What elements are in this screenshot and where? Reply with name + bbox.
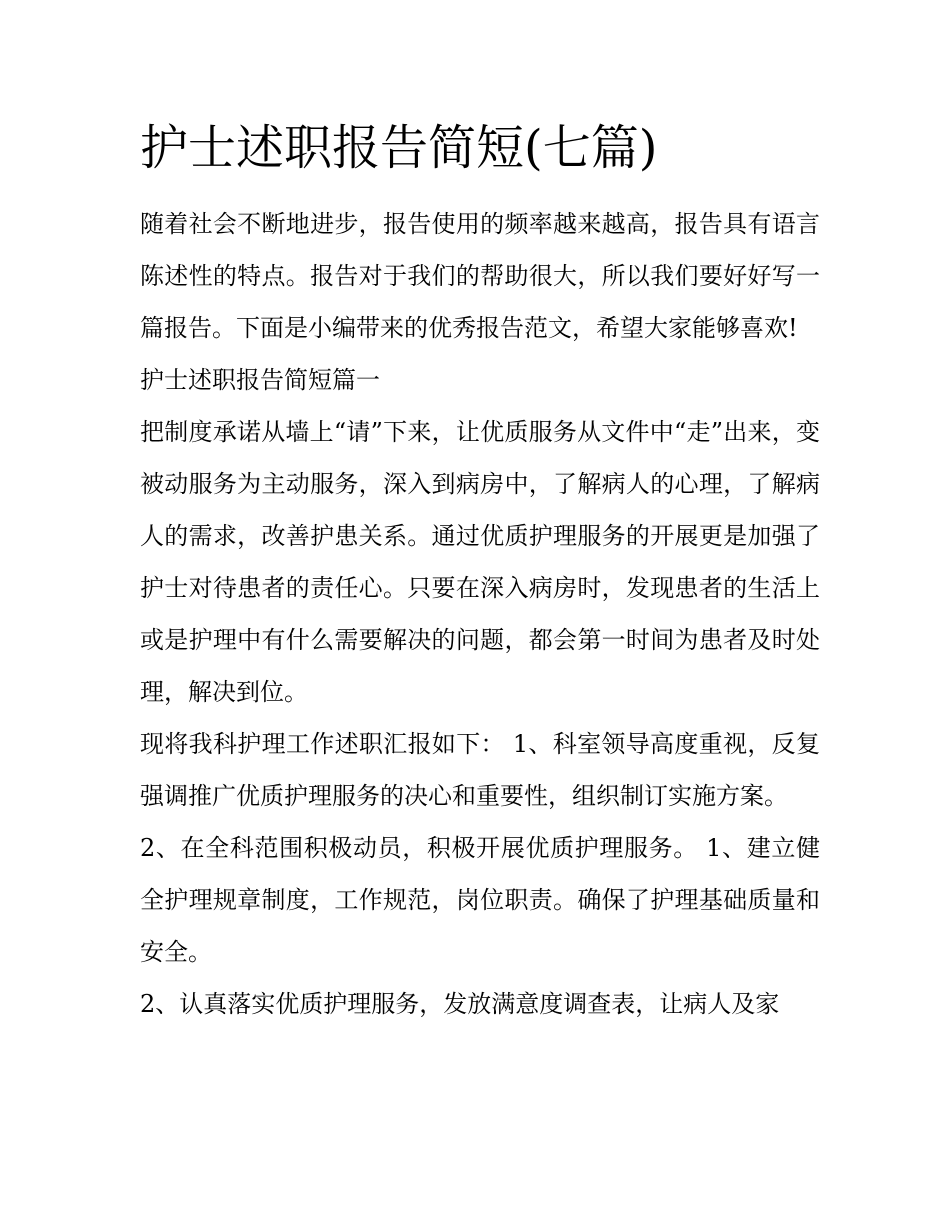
- intro-paragraph: 随着社会不断地进步，报告使用的频率越来越高，报告具有语言陈述性的特点。报告对于我们的帮助很大，所以我们要好好写一篇报告。下面是小编带来的优秀报告范文，希望大家能够喜欢!: [140, 210, 820, 342]
- body-paragraph: 2、在全科范围积极动员，积极开展优质护理服务。 1、建立健全护理规章制度，工作规范，岗位职责。确保了护理基础质量和安全。: [140, 834, 820, 966]
- document-body: [140, 112, 820, 1030]
- section-heading: 护士述职报告简短篇一: [140, 366, 380, 394]
- document-title: 护士述职报告简短(七篇): [140, 120, 658, 176]
- body-paragraph: 2、认真落实优质护理服务，发放满意度调查表，让病人及家: [140, 990, 780, 1018]
- body-paragraph: 把制度承诺从墙上“请”下来，让优质服务从文件中“走”出来，变被动服务为主动服务，深入到病房中，了解病人的心理，了解病人的需求，改善护患关系。通过优质护理服务的开展更是加强了护士对待患者的责任心。只要在深入病房时，发现患者的生活上或是护理中有什么需要解决的问题，都会第一时间为患者及时处理，解决到位。: [140, 418, 820, 706]
- body-paragraph: 现将我科护理工作述职汇报如下： 1、科室领导高度重视，反复强调推广优质护理服务的决心和重要性，组织制订实施方案。: [140, 730, 820, 810]
